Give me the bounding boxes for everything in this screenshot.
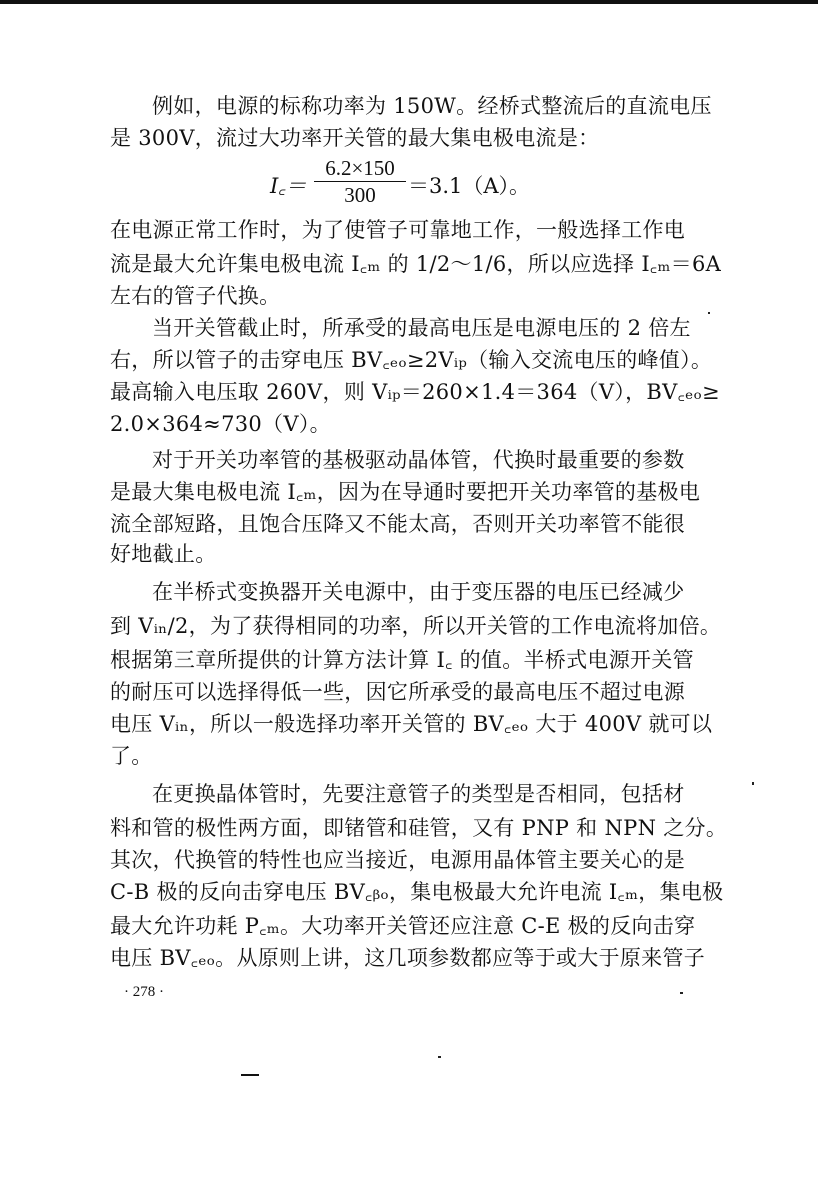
- text-line: 右，所以管子的击穿电压 BV꜀ₑₒ≥2Vᵢₚ（输入交流电压的峰值）。: [110, 348, 713, 372]
- formula-numerator: 6.2×150: [314, 156, 406, 182]
- scan-speck: [708, 312, 710, 314]
- text-line: 例如，电源的标称功率为 150W。经桥式整流后的直流电压: [152, 94, 712, 118]
- text-line: 电压 Vᵢₙ，所以一般选择功率开关管的 BV꜀ₑₒ 大于 400V 就可以: [110, 712, 713, 736]
- text-line: 到 Vᵢₙ/2，为了获得相同的功率，所以开关管的工作电流将加倍。: [110, 614, 722, 638]
- text-line: 好地截止。: [110, 542, 217, 566]
- text-line: 料和管的极性两方面，即锗管和硅管，又有 PNP 和 NPN 之分。: [110, 816, 728, 840]
- text-line: 是 300V，流过大功率开关管的最大集电极电流是：: [110, 126, 600, 150]
- text-line: 最高输入电压取 260V，则 Vᵢₚ＝260×1.4＝364（V），BV꜀ₑₒ≥: [110, 380, 720, 404]
- scan-speck: [438, 1056, 441, 1058]
- scan-speck: [752, 782, 754, 785]
- text-line: 根据第三章所提供的计算方法计算 I꜀ 的值。半桥式电源开关管: [110, 648, 694, 672]
- formula-lhs: I꜀＝: [270, 174, 307, 198]
- text-line: 左右的管子代换。: [110, 284, 281, 308]
- formula-current: [270, 156, 590, 208]
- text-line: 在半桥式变换器开关电源中，由于变压器的电压已经减少: [152, 580, 685, 604]
- text-line: 是最大集电极电流 I꜀ₘ，因为在导通时要把开关功率管的基极电: [110, 480, 701, 504]
- text-line: 流是最大允许集电极电流 I꜀ₘ 的 1/2～1/6，所以应选择 I꜀ₘ＝6A: [110, 252, 722, 276]
- formula-fraction: [314, 156, 406, 208]
- text-line: 其次，代换管的特性也应当接近，电源用晶体管主要关心的是: [110, 848, 686, 872]
- scan-speck: [680, 992, 683, 994]
- text-line: 2.0×364≈730（V）。: [110, 412, 331, 436]
- text-line: 在电源正常工作时，为了使管子可靠地工作，一般选择工作电: [110, 218, 686, 242]
- scan-mark: [241, 1074, 259, 1076]
- text-line: 流全部短路，且饱合压降又不能太高，否则开关功率管不能很: [110, 512, 686, 536]
- top-border: [0, 0, 818, 4]
- formula-rhs: ＝3.1（A）。: [408, 174, 531, 198]
- text-line: C-B 极的反向击穿电压 BV꜀ᵦₒ，集电极最大允许电流 I꜀ₘ，集电极: [110, 880, 724, 904]
- page-number: · 278 ·: [124, 984, 164, 1000]
- text-line: 了。: [110, 744, 153, 768]
- text-line: 在更换晶体管时，先要注意管子的类型是否相同，包括材: [152, 782, 685, 806]
- formula-denominator: 300: [344, 183, 376, 207]
- text-line: 对于开关功率管的基极驱动晶体管，代换时最重要的参数: [152, 448, 685, 472]
- text-line: 电压 BV꜀ₑₒ。从原则上讲，这几项参数都应等于或大于原来管子: [110, 946, 706, 970]
- text-line: 最大允许功耗 P꜀ₘ。大功率开关管还应注意 C-E 极的反向击穿: [110, 914, 696, 938]
- text-line: 当开关管截止时，所承受的最高电压是电源电压的 2 倍左: [152, 316, 691, 340]
- text-line: 的耐压可以选择得低一些，因它所承受的最高电压不超过电源: [110, 680, 686, 704]
